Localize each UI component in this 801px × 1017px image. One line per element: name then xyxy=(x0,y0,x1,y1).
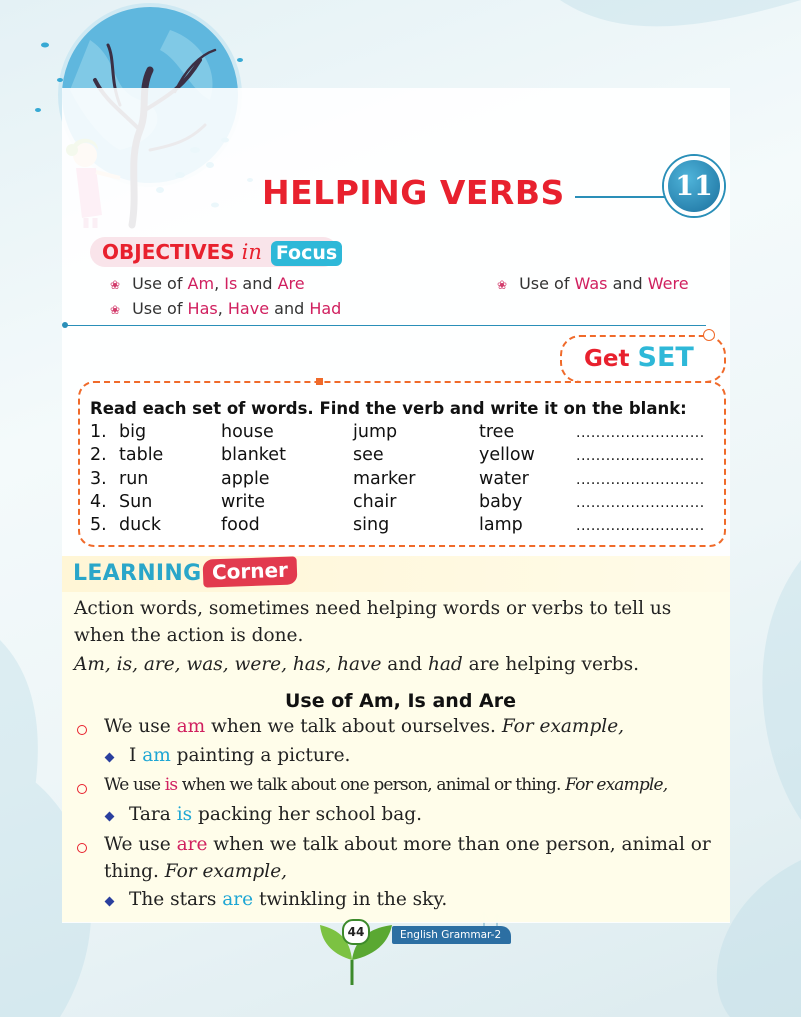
exercise-row: 2. table blanket see yellow .......................... xyxy=(90,445,705,465)
flower-bullet-icon: ❀ xyxy=(110,278,121,292)
objectives-header xyxy=(102,240,342,266)
ring-bullet-icon xyxy=(77,843,87,853)
objective-item: ❀ Use of Was and Were xyxy=(497,274,689,293)
answer-blank[interactable]: .......................... xyxy=(576,472,705,488)
flower-bullet-icon: ❀ xyxy=(110,303,121,317)
title-underline xyxy=(575,196,670,198)
get-set-heading: Get SET xyxy=(584,342,694,373)
page-number: 44 xyxy=(342,919,370,945)
exercise-corner-marker xyxy=(316,378,323,385)
answer-blank[interactable]: .......................... xyxy=(576,518,705,534)
exercise-instruction: Read each set of words. Find the verb and write it on the blank: xyxy=(90,399,687,418)
objective-item: ❀ Use of Am, Is and Are xyxy=(110,274,305,293)
exercise-row: 3. run apple marker water .......................... xyxy=(90,469,705,489)
page-title: HELPING VERBS xyxy=(262,173,565,212)
ring-bullet-icon xyxy=(77,725,87,735)
section-divider xyxy=(66,325,706,326)
exercise-row: 5. duck food sing lamp .......................... xyxy=(90,515,705,535)
rule-text: We use am when we talk about ourselves. For example, xyxy=(104,716,625,737)
flower-bullet-icon: ❀ xyxy=(497,278,508,292)
answer-blank[interactable]: .......................... xyxy=(576,425,705,441)
ring-bullet-icon xyxy=(77,784,87,794)
example-text: Tara is packing her school bag. xyxy=(129,804,423,825)
chapter-number-badge: 11 xyxy=(664,156,724,216)
divider-ring xyxy=(703,329,715,341)
objective-item: ❀ Use of Has, Have and Had xyxy=(110,299,342,318)
learning-corner-label: LEARNING xyxy=(73,561,202,586)
answer-blank[interactable]: .......................... xyxy=(576,495,705,511)
section-heading: Use of Am, Is and Are xyxy=(284,690,517,712)
rule-text-continued: thing. For example, xyxy=(104,861,288,882)
exercise-row: 1. big house jump tree .......................... xyxy=(90,422,705,442)
example-text: I am painting a picture. xyxy=(129,745,351,766)
objectives-label: OBJECTIVES xyxy=(102,240,235,264)
corner-label: Corner xyxy=(203,556,298,587)
intro-helping-verbs-line: Am, is, are, was, were, has, have and had are helping verbs. xyxy=(74,654,640,675)
intro-line: when the action is done. xyxy=(74,625,304,646)
book-title-label: English Grammar-2 xyxy=(392,926,511,944)
exercise-row: 4. Sun write chair baby .......................... xyxy=(90,492,705,512)
rule-text: We use is when we talk about one person, animal or thing. For example, xyxy=(104,775,668,795)
objectives-focus-label: Focus xyxy=(271,241,342,266)
intro-line: Action words, sometimes need helping words or verbs to tell us xyxy=(74,598,672,619)
objectives-in-label: in xyxy=(241,240,262,264)
example-text: The stars are twinkling in the sky. xyxy=(129,889,448,910)
answer-blank[interactable]: .......................... xyxy=(576,448,705,464)
rule-text: We use are when we talk about more than one person, animal or xyxy=(104,834,711,855)
divider-dot xyxy=(62,322,68,328)
